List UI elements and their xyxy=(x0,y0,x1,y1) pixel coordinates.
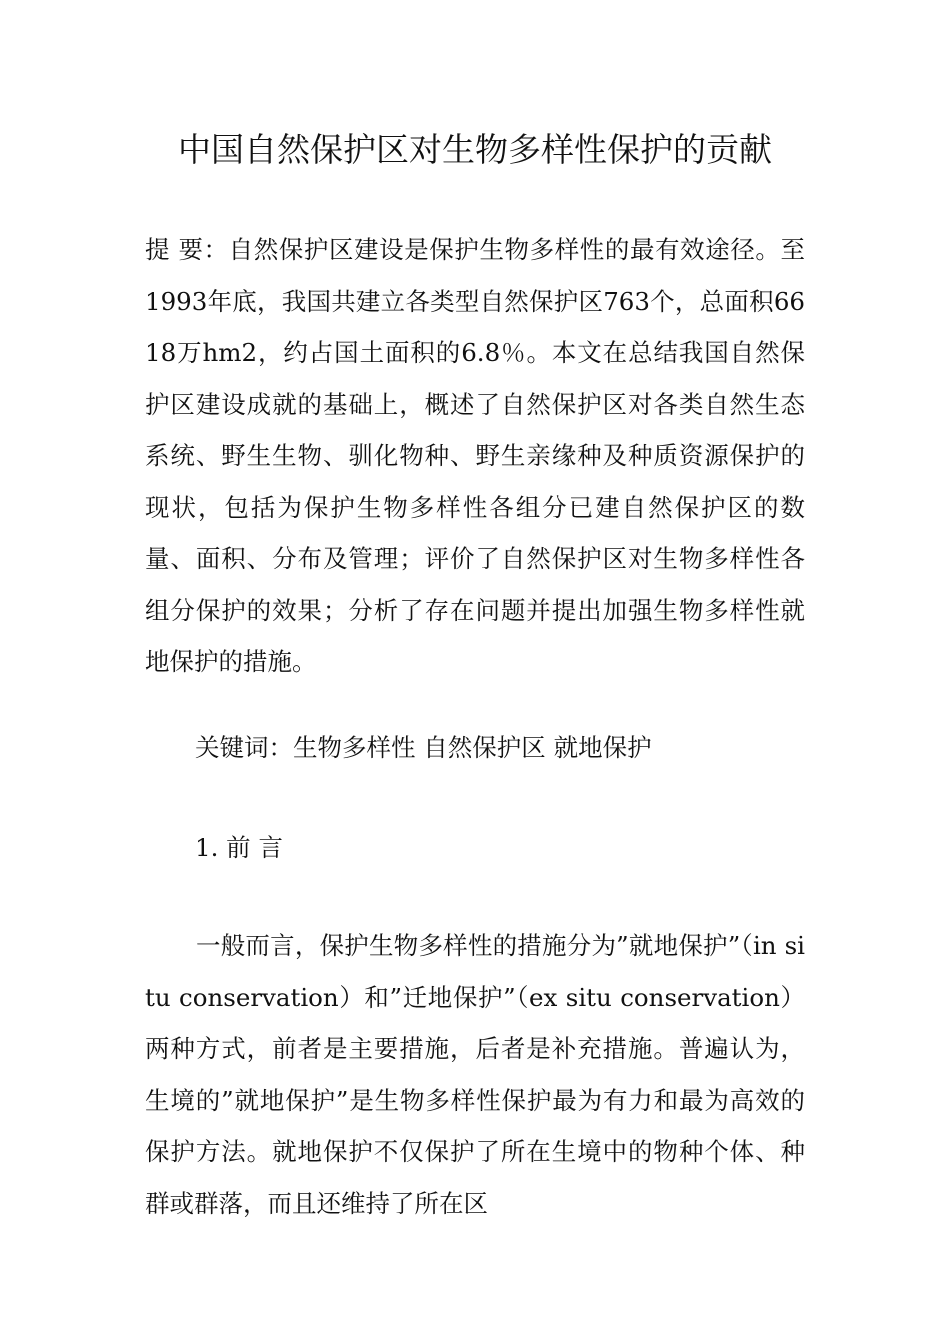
abstract-paragraph: 提 要：自然保护区建设是保护生物多样性的最有效途径。至1993年底，我国共建立各类型自然保护区763个，总面积6618万hm2，约占国土面积的6.8％。本文在总结我国自然保护区建设成就的基础上，概述了自然保护区对各类自然生态系统、野生生物、驯化物种、野生亲缘种及种质资源保护的现状，包括为保护生物多样性各组分已建自然保护区的数量、面积、分布及管理；评价了自然保护区对生物多样性各组分保护的效果；分析了存在问题并提出加强生物多样性就地保护的措施。 xyxy=(145,235,805,676)
introduction-paragraph: 一般而言，保护生物多样性的措施分为”就地保护”（in situ conservation）和”迁地保护”（ex situ conservation）两种方式，前者是主要措施，后者是补充措施。普遍认为，生境的”就地保护”是生物多样性保护最为有力和最为高效的保护方法。就地保护不仅保护了所在生境中的物种个体、种群或群落，而且还维持了所在区 xyxy=(145,931,805,1218)
document-title: 中国自然保护区对生物多样性保护的贡献 xyxy=(178,130,772,169)
keywords-line: 关键词：生物多样性 自然保护区 就地保护 xyxy=(195,733,652,762)
section-heading-introduction: 1. 前 言 xyxy=(195,833,283,862)
